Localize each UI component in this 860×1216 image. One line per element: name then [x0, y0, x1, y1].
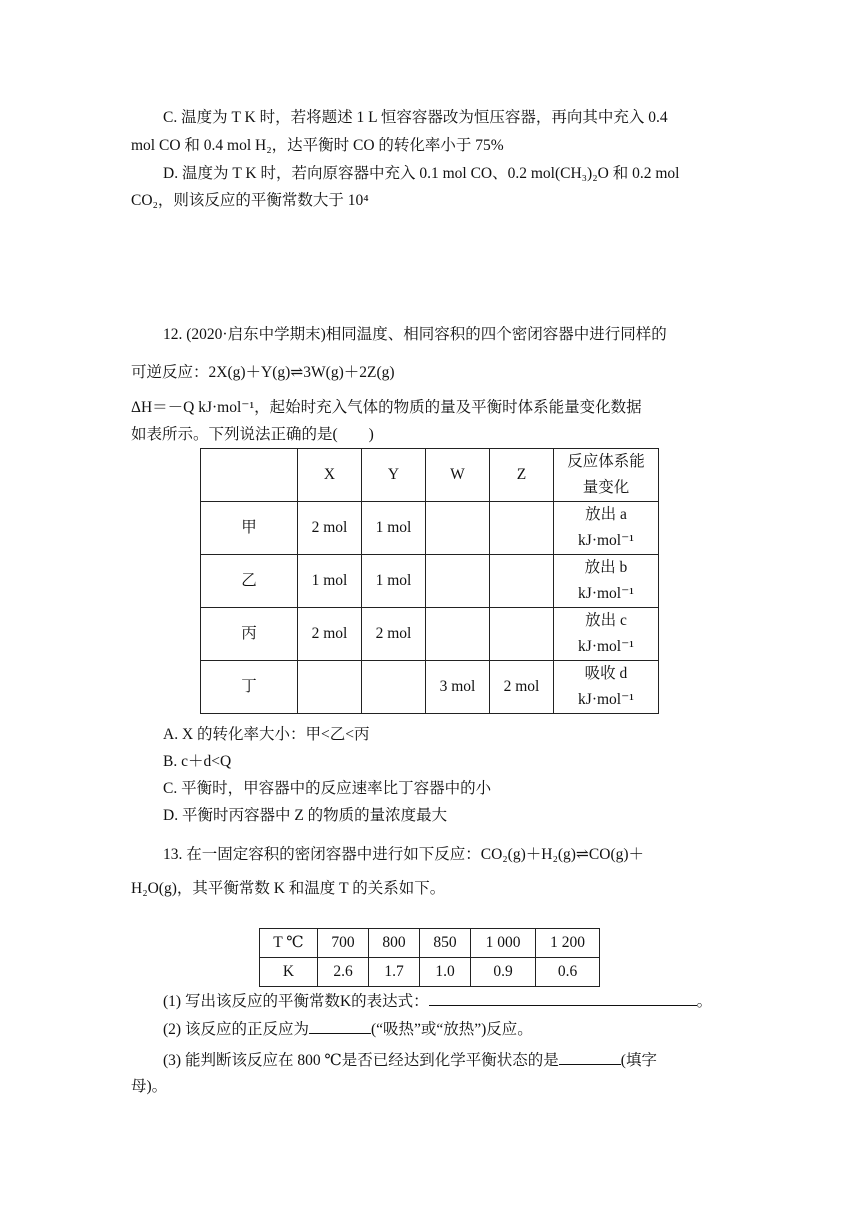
q12-stem-line3: ΔH＝－Q kJ·mol⁻¹，起始时充入气体的物质的量及平衡时体系能量变化数据	[131, 399, 642, 416]
cell-energy	[554, 502, 659, 555]
energy-line2: kJ·mol⁻¹	[578, 638, 634, 655]
q13-sub1	[163, 991, 712, 1012]
row-label-t: T ℃	[260, 929, 318, 958]
row-label: 丙	[201, 608, 298, 661]
energy-line1: 吸收 d	[584, 665, 628, 682]
q13-sub2-rest: (“吸热”或“放热”)反应。	[370, 1021, 533, 1038]
cell-y: 1 mol	[362, 502, 426, 555]
k-cell: 0.9	[471, 958, 536, 987]
cell-energy	[554, 608, 659, 661]
table-header-cell: X	[298, 449, 362, 502]
q13-sub2	[163, 1019, 533, 1040]
table-header-cell	[201, 449, 298, 502]
energy-line2: kJ·mol⁻¹	[578, 691, 634, 708]
energy-line1: 放出 a	[585, 506, 627, 523]
cell-z	[490, 555, 554, 608]
table-row	[201, 502, 659, 555]
temp-cell: 850	[420, 929, 471, 958]
answer-blank-2[interactable]	[309, 1019, 371, 1034]
table-header-cell: W	[426, 449, 490, 502]
q13-sub3-text: (3) 能判断该反应在 800 ℃是否已经达到化学平衡状态的是	[163, 1052, 559, 1069]
cell-y	[362, 661, 426, 714]
table-header-cell: Y	[362, 449, 426, 502]
row-label-k: K	[260, 958, 318, 987]
temp-cell: 1 200	[536, 929, 600, 958]
cell-w	[426, 555, 490, 608]
answer-blank-1[interactable]	[429, 991, 697, 1006]
k-cell: 1.7	[369, 958, 420, 987]
table-row	[201, 608, 659, 661]
q11-option-d-line2: CO₂，则该反应的平衡常数大于 10⁴	[131, 192, 369, 209]
cell-x: 2 mol	[298, 502, 362, 555]
energy-line2: kJ·mol⁻¹	[578, 532, 634, 549]
q12-option-c: C. 平衡时，甲容器中的反应速率比丁容器中的小	[163, 780, 492, 797]
cell-x: 2 mol	[298, 608, 362, 661]
q13-sub3	[163, 1050, 657, 1071]
answer-blank-3[interactable]	[559, 1050, 621, 1065]
energy-line2: kJ·mol⁻¹	[578, 585, 634, 602]
cell-z	[490, 608, 554, 661]
q12-option-b: B. c＋d<Q	[163, 753, 232, 770]
table-header-cell	[554, 449, 659, 502]
q11-option-c-line2: mol CO 和 0.4 mol H₂，达平衡时 CO 的转化率小于 75%	[131, 137, 504, 154]
cell-z	[490, 502, 554, 555]
q11-option-c-line1: C. 温度为 T K 时，若将题述 1 L 恒容容器改为恒压容器，再向其中充入 0.4	[163, 109, 668, 126]
table-header-cell: Z	[490, 449, 554, 502]
q12-stem-line4: 如表所示。下列说法正确的是( )	[131, 426, 374, 443]
row-label: 乙	[201, 555, 298, 608]
energy-line1: 放出 b	[584, 559, 628, 576]
cell-w	[426, 608, 490, 661]
cell-energy	[554, 555, 659, 608]
table-row-temperature	[260, 929, 600, 958]
cell-x: 1 mol	[298, 555, 362, 608]
q13-sub2-text: (2) 该反应的正反应为	[163, 1021, 309, 1038]
k-cell: 1.0	[420, 958, 471, 987]
table-header-row	[201, 449, 659, 502]
cell-energy	[554, 661, 659, 714]
cell-y: 2 mol	[362, 608, 426, 661]
temp-cell: 1 000	[471, 929, 536, 958]
header-energy-line1: 反应体系能	[567, 453, 645, 470]
q13-stem-line1: 13. 在一固定容积的密闭容器中进行如下反应：CO₂(g)＋H₂(g)⇌CO(g)＋	[163, 846, 645, 863]
q12-option-d: D. 平衡时丙容器中 Z 的物质的量浓度最大	[163, 807, 448, 824]
table-row	[201, 661, 659, 714]
row-label: 丁	[201, 661, 298, 714]
table-row	[201, 555, 659, 608]
q12-stem-line1: 12. (2020·启东中学期末)相同温度、相同容积的四个密闭容器中进行同样的	[163, 326, 667, 343]
q13-sub3-rest: (填字	[620, 1052, 657, 1069]
cell-w	[426, 502, 490, 555]
q13-sub1-end: 。	[696, 993, 713, 1010]
q13-sub1-text: (1) 写出该反应的平衡常数K的表达式：	[163, 993, 429, 1010]
temp-cell: 800	[369, 929, 420, 958]
q11-option-d-line1: D. 温度为 T K 时，若向原容器中充入 0.1 mol CO、0.2 mol(CH₃)₂O 和 0.2 mol	[163, 165, 680, 182]
k-cell: 0.6	[536, 958, 600, 987]
q12-data-table	[200, 448, 659, 714]
energy-line1: 放出 c	[585, 612, 627, 629]
temp-cell: 700	[318, 929, 369, 958]
header-energy-line2: 量变化	[582, 479, 630, 496]
cell-x	[298, 661, 362, 714]
cell-w: 3 mol	[426, 661, 490, 714]
q12-stem-line2: 可逆反应：2X(g)＋Y(g)⇌3W(g)＋2Z(g)	[131, 364, 395, 381]
q13-sub3-line2: 母)。	[131, 1078, 168, 1095]
row-label: 甲	[201, 502, 298, 555]
q13-stem-line2: H₂O(g)，其平衡常数 K 和温度 T 的关系如下。	[131, 880, 446, 897]
cell-y: 1 mol	[362, 555, 426, 608]
k-cell: 2.6	[318, 958, 369, 987]
q13-k-table	[259, 928, 600, 987]
table-row-k	[260, 958, 600, 987]
q12-option-a: A. X 的转化率大小：甲<乙<丙	[163, 726, 370, 743]
cell-z: 2 mol	[490, 661, 554, 714]
